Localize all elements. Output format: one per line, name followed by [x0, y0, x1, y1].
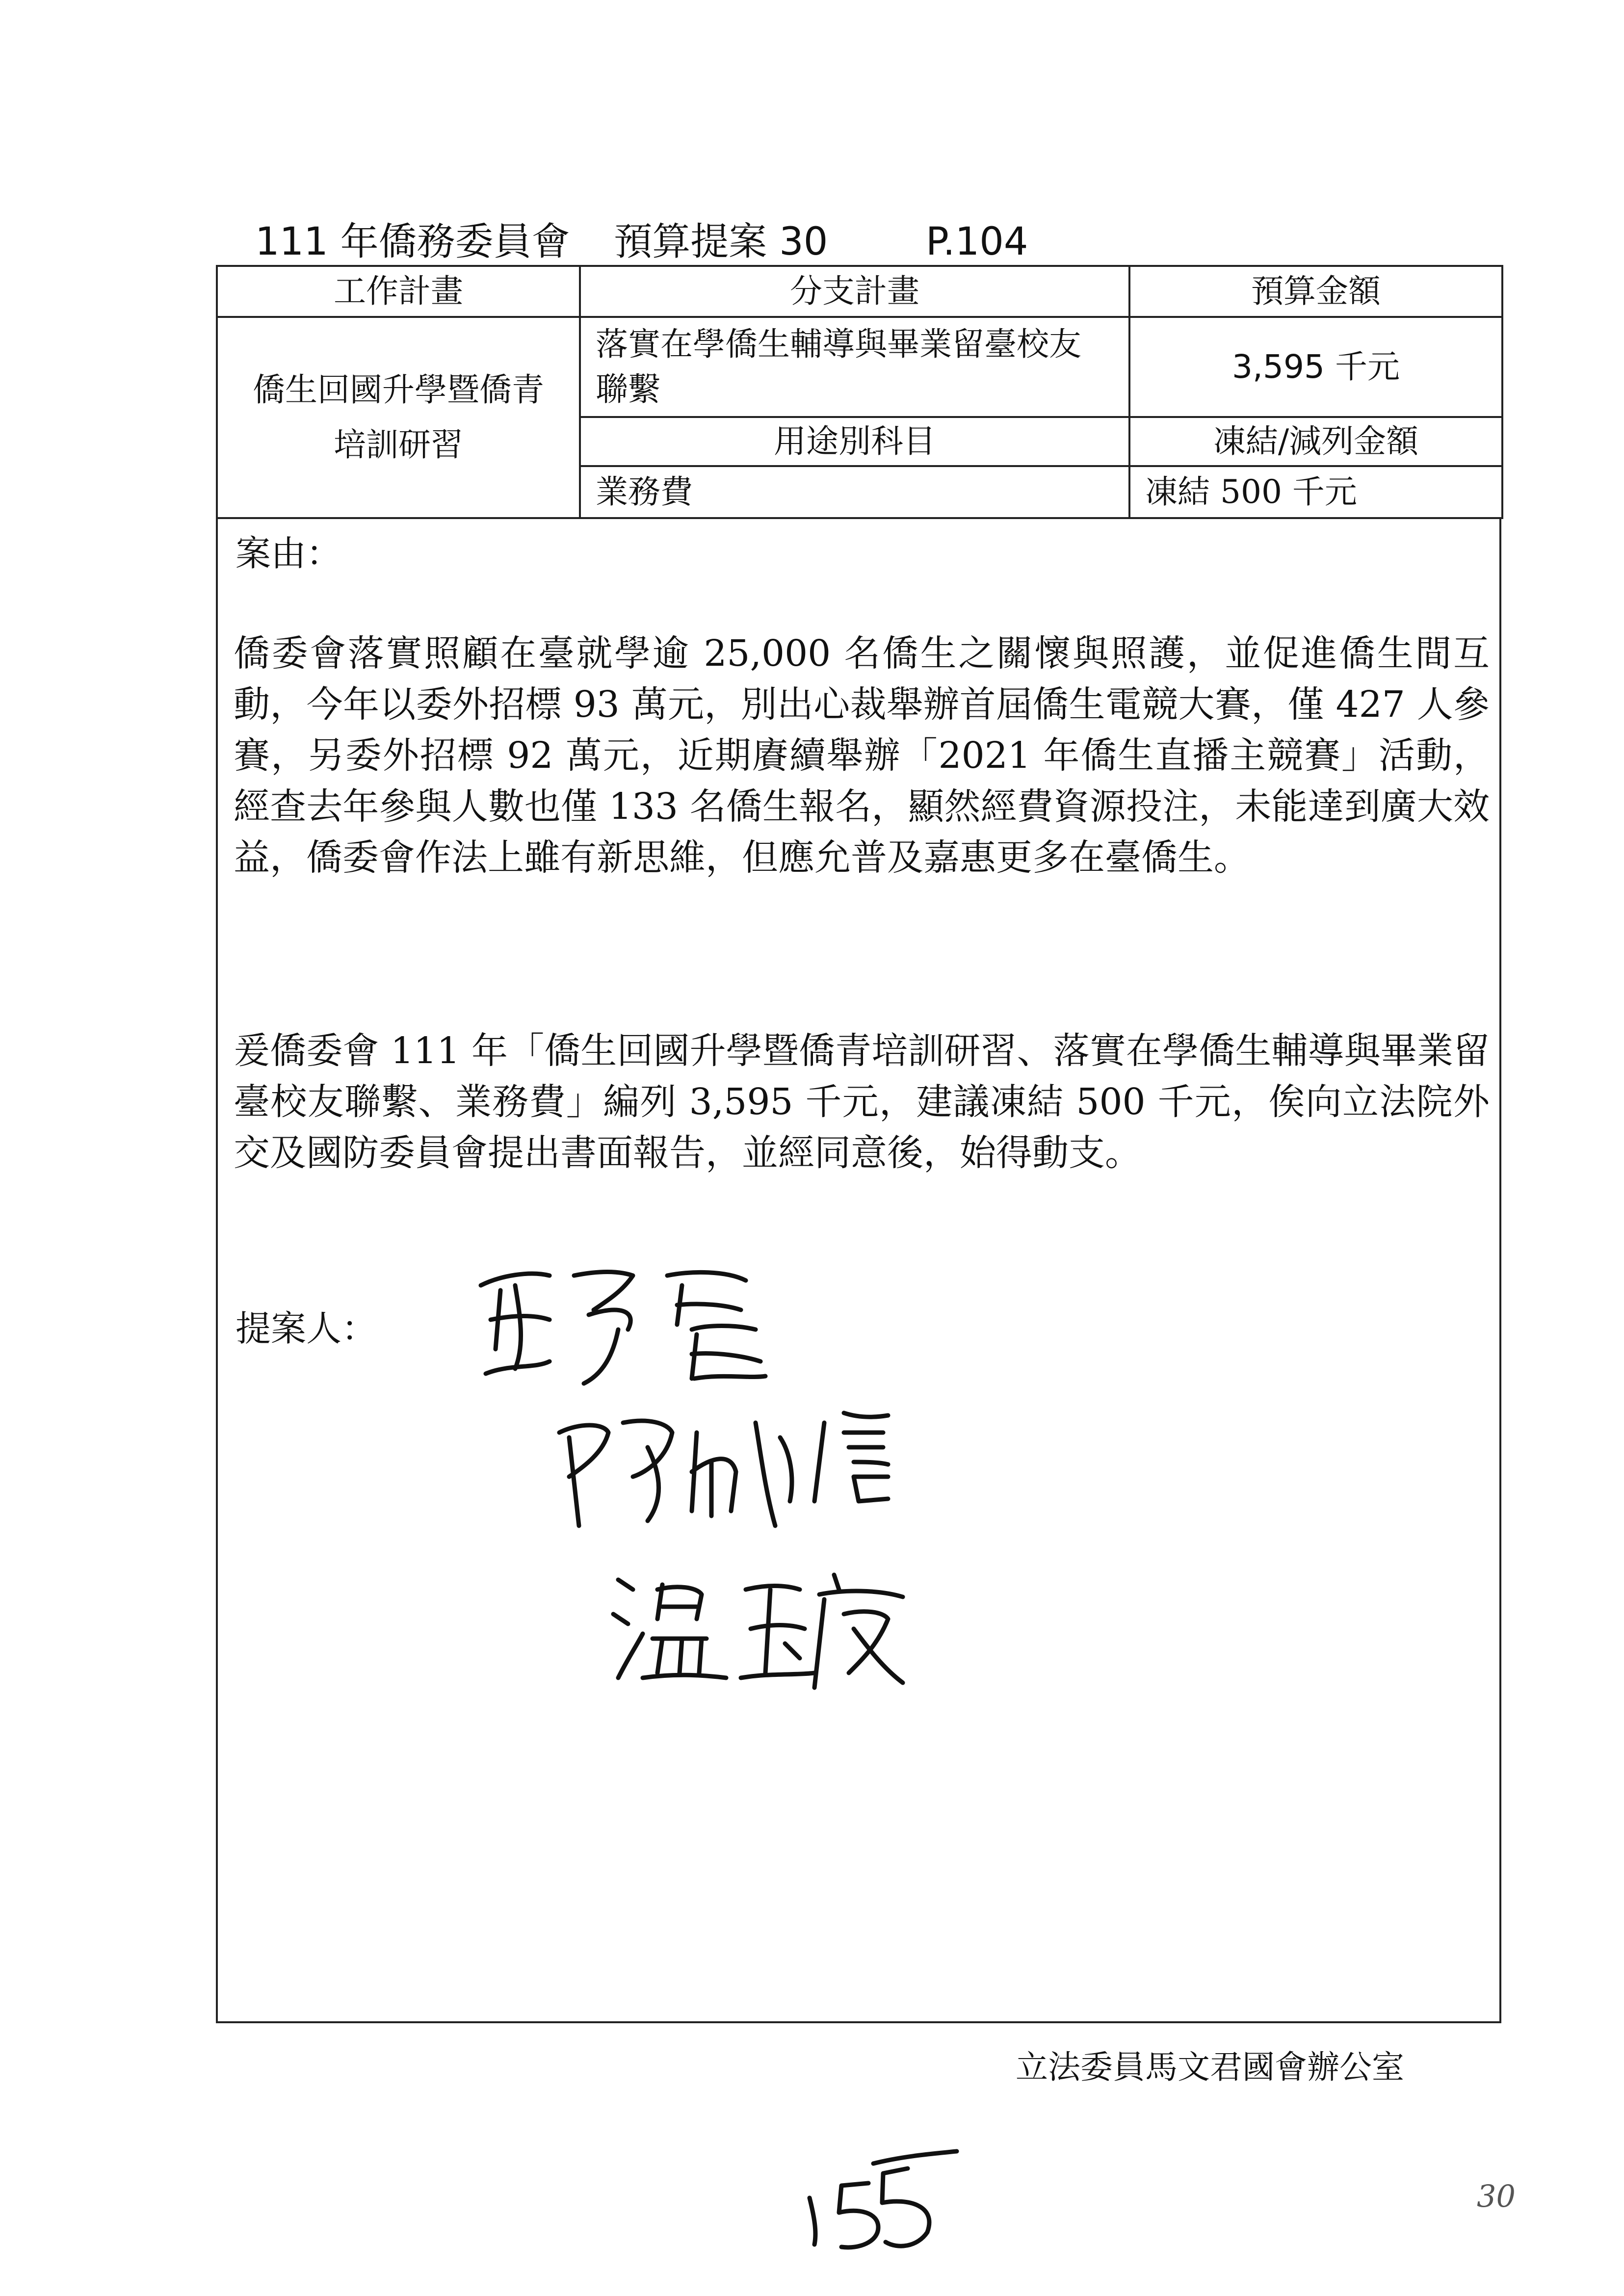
- signature-1-ma-wen-chun: [471, 1256, 785, 1418]
- usage-value: 業務費: [580, 466, 1129, 518]
- reason-paragraph-2: 爰僑委會 111 年「僑生回國升學暨僑青培訓研習、落實在學僑生輔導與畢業留臺校友聯繫、業務費」編列 3,595 千元，建議凍結 500 千元，俟向立法院外交及國防委員會提出書面報告，並經同意後，始得動支。: [234, 1030, 1490, 1174]
- reason-paragraph-1: 僑委會落實照顧在臺就學逾 25,000 名僑生之關懷與照護，並促進僑生間互動，今年以委外招標 93 萬元，別出心裁舉辦首屆僑生電競大賽，僅 427 人參賽，另委外招標 92 萬元，近期賡續舉辦「2021 年僑生直播主競賽」活動，經查去年參與人數也僅 133 名僑生報名，顯然經費資源投注，未能達到廣大效益，僑委會作法上雖有新思維，但應允普及嘉惠更多在臺僑生。: [234, 632, 1490, 879]
- budget-value: 3,595 千元: [1129, 317, 1502, 417]
- head-budget-amount: 預算金額: [1129, 266, 1502, 317]
- header-proposal-no: 預算提案 30: [614, 220, 828, 264]
- budget-table: [216, 265, 1503, 519]
- work-plan-value: 僑生回國升學暨僑青培訓研習: [217, 317, 580, 518]
- head-sub-plan: 分支計畫: [580, 266, 1129, 317]
- sub-plan-value: 落實在學僑生輔導與畢業留臺校友聯繫: [580, 317, 1129, 417]
- freeze-value: 凍結 500 千元: [1129, 466, 1502, 518]
- usage-label: 用途別科目: [580, 417, 1129, 466]
- reason-label: 案由：: [236, 533, 342, 574]
- proposer-label: 提案人：: [236, 1308, 377, 1349]
- document-header: [255, 211, 1028, 266]
- header-year-title: 111 年僑務委員會: [255, 220, 570, 264]
- signature-2-chen-yi-hsin: [550, 1403, 913, 1540]
- head-work-plan: 工作計畫: [217, 266, 580, 317]
- signature-3-wen-yu-hsia: [608, 1560, 913, 1707]
- handwritten-page-number: [795, 2149, 971, 2254]
- handwritten-page-number-figure: [795, 2149, 971, 2252]
- header-page-ref: P.104: [925, 220, 1028, 264]
- office-footer: 立法委員馬文君國會辦公室: [1016, 2048, 1404, 2086]
- corner-page-number: 30: [1477, 2178, 1516, 2214]
- freeze-label: 凍結/減列金額: [1129, 417, 1502, 466]
